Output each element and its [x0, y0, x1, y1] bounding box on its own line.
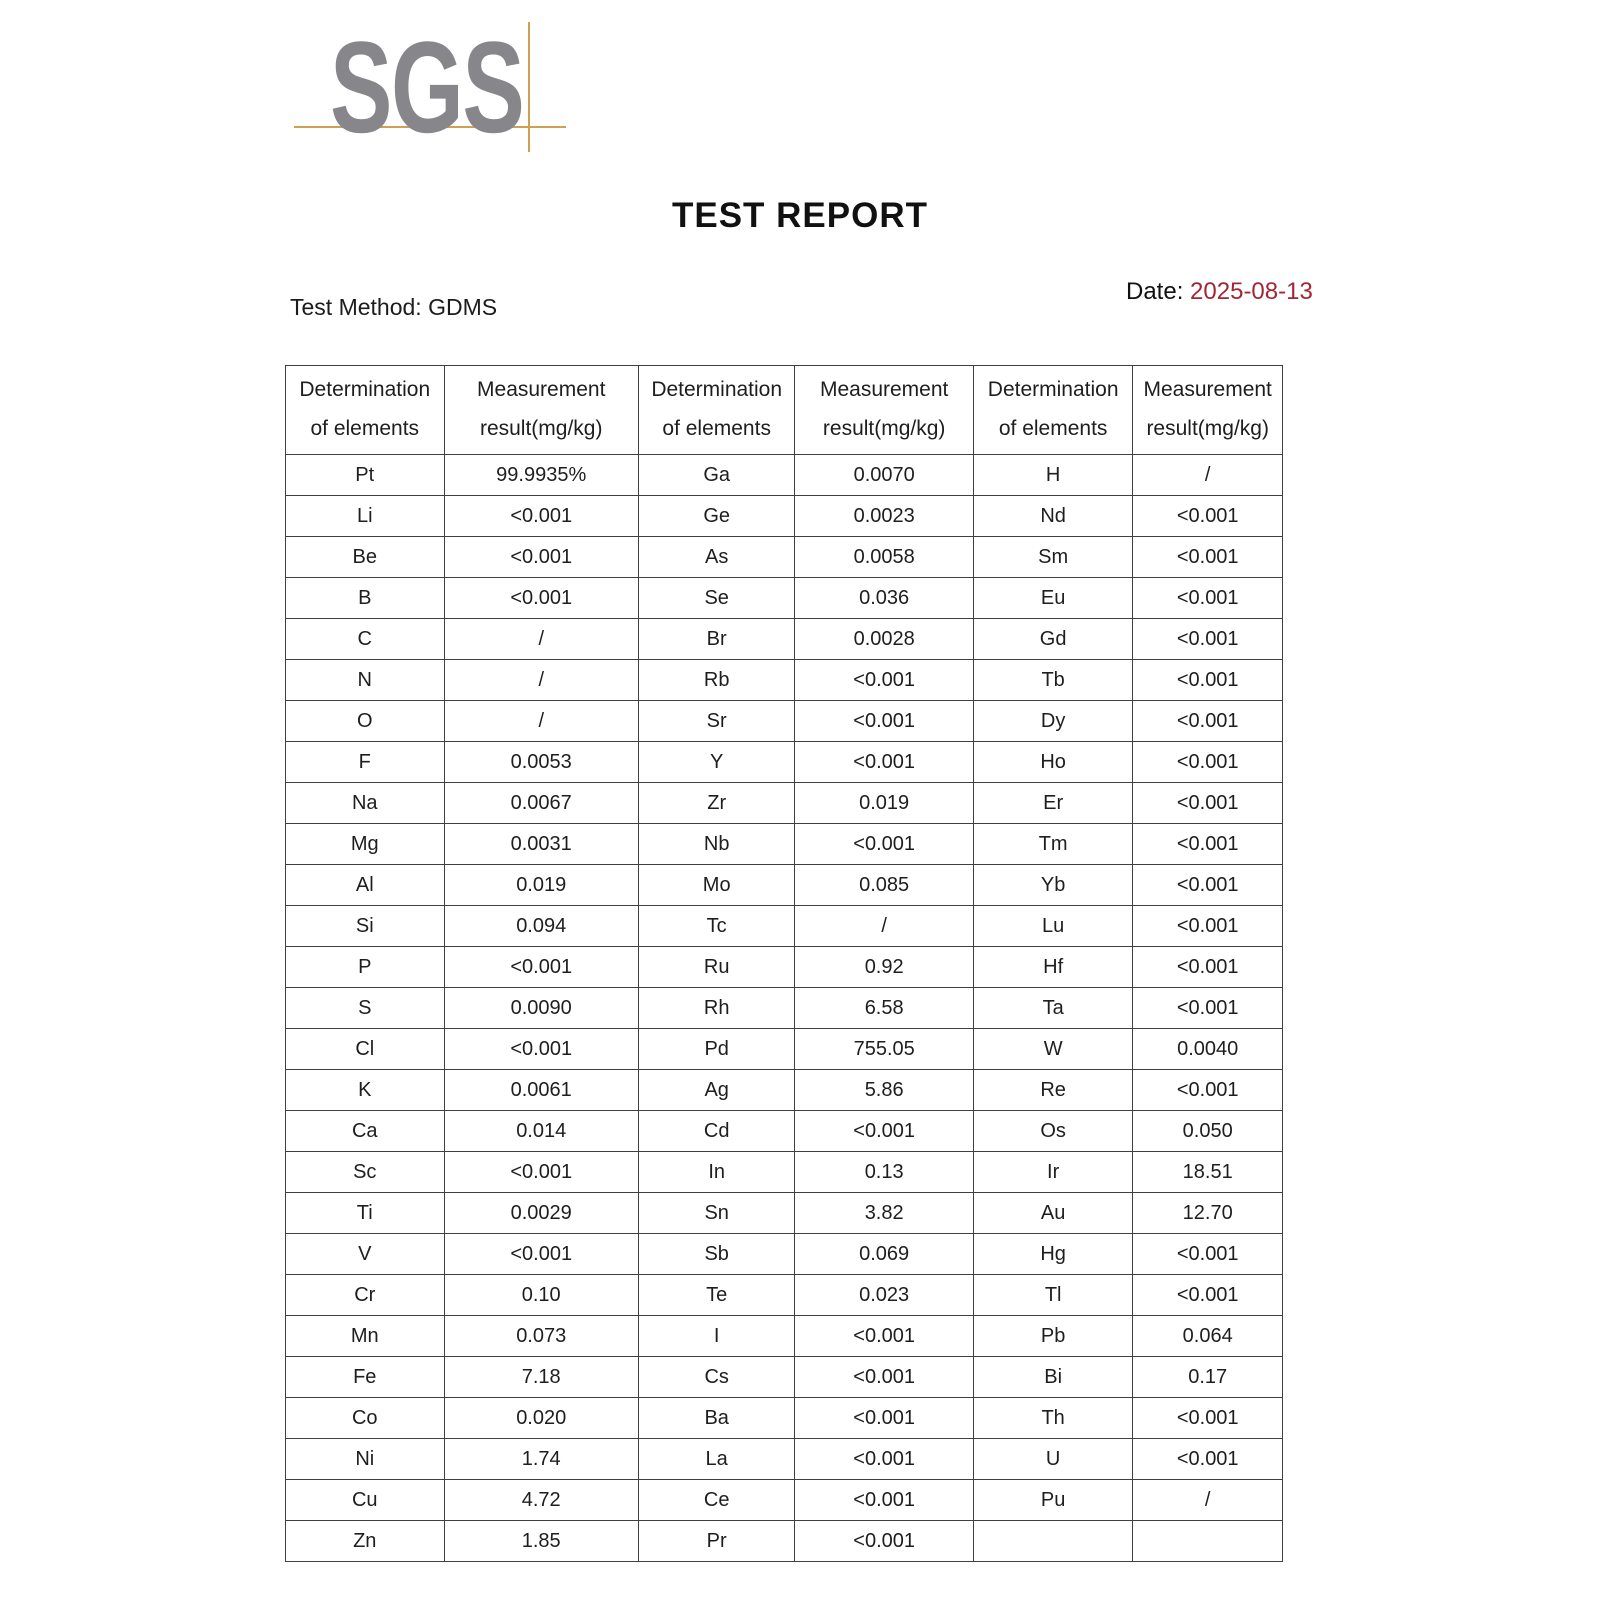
measurement-value: 4.72: [444, 1480, 638, 1521]
table-row: [286, 1234, 1283, 1275]
element-symbol: Te: [638, 1275, 795, 1316]
measurement-value: 0.069: [795, 1234, 973, 1275]
measurement-value: 0.085: [795, 865, 973, 906]
element-symbol: V: [286, 1234, 445, 1275]
element-symbol: I: [638, 1316, 795, 1357]
date-line: [1126, 278, 1313, 306]
element-symbol: Li: [286, 496, 445, 537]
header-measurement-1: Measurement result(mg/kg): [444, 366, 638, 455]
table-row: [286, 1521, 1283, 1562]
element-symbol: Si: [286, 906, 445, 947]
measurement-value: 1.85: [444, 1521, 638, 1562]
table-row: [286, 1439, 1283, 1480]
measurement-value: 0.0070: [795, 455, 973, 496]
measurement-value: 755.05: [795, 1029, 973, 1070]
element-symbol: Sc: [286, 1152, 445, 1193]
element-symbol: Gd: [973, 619, 1133, 660]
measurement-value: <0.001: [795, 742, 973, 783]
table-row: [286, 783, 1283, 824]
element-symbol: Fe: [286, 1357, 445, 1398]
measurement-value: <0.001: [444, 947, 638, 988]
element-symbol: Y: [638, 742, 795, 783]
measurement-value: <0.001: [444, 1234, 638, 1275]
measurement-value: 7.18: [444, 1357, 638, 1398]
measurement-value: 0.073: [444, 1316, 638, 1357]
element-symbol: Ce: [638, 1480, 795, 1521]
measurement-value: 0.019: [795, 783, 973, 824]
element-symbol: H: [973, 455, 1133, 496]
element-symbol: Ir: [973, 1152, 1133, 1193]
element-symbol: Pr: [638, 1521, 795, 1562]
measurement-value: <0.001: [1133, 947, 1283, 988]
measurement-value: 0.0058: [795, 537, 973, 578]
element-symbol: Ta: [973, 988, 1133, 1029]
element-symbol: P: [286, 947, 445, 988]
element-symbol: Ba: [638, 1398, 795, 1439]
measurement-value: <0.001: [1133, 1439, 1283, 1480]
element-symbol: [973, 1521, 1133, 1562]
measurement-value: 0.023: [795, 1275, 973, 1316]
results-table: [285, 365, 1283, 1562]
element-symbol: Al: [286, 865, 445, 906]
table-row: [286, 947, 1283, 988]
measurement-value: 0.036: [795, 578, 973, 619]
measurement-value: <0.001: [1133, 619, 1283, 660]
measurement-value: <0.001: [795, 1398, 973, 1439]
element-symbol: W: [973, 1029, 1133, 1070]
measurement-value: <0.001: [795, 1480, 973, 1521]
measurement-value: <0.001: [1133, 742, 1283, 783]
element-symbol: Hf: [973, 947, 1133, 988]
element-symbol: Nd: [973, 496, 1133, 537]
element-symbol: Cu: [286, 1480, 445, 1521]
element-symbol: B: [286, 578, 445, 619]
measurement-value: <0.001: [1133, 701, 1283, 742]
sgs-logo: [294, 14, 594, 164]
measurement-value: <0.001: [1133, 537, 1283, 578]
measurement-value: <0.001: [1133, 824, 1283, 865]
measurement-value: <0.001: [1133, 988, 1283, 1029]
table-row: [286, 1111, 1283, 1152]
element-symbol: Pb: [973, 1316, 1133, 1357]
measurement-value: <0.001: [1133, 496, 1283, 537]
measurement-value: 0.0067: [444, 783, 638, 824]
element-symbol: Mo: [638, 865, 795, 906]
measurement-value: 0.020: [444, 1398, 638, 1439]
table-row: [286, 1070, 1283, 1111]
element-symbol: Ca: [286, 1111, 445, 1152]
measurement-value: 0.050: [1133, 1111, 1283, 1152]
header-determination-2: Determination of elements: [638, 366, 795, 455]
measurement-value: 0.0061: [444, 1070, 638, 1111]
measurement-value: 99.9935%: [444, 455, 638, 496]
measurement-value: /: [444, 701, 638, 742]
element-symbol: Be: [286, 537, 445, 578]
logo-crosshair-vertical-line: [528, 22, 530, 152]
test-method-label: Test Method: GDMS: [290, 294, 498, 320]
table-row: [286, 1316, 1283, 1357]
table-row: [286, 537, 1283, 578]
element-symbol: Sn: [638, 1193, 795, 1234]
measurement-value: <0.001: [795, 1316, 973, 1357]
element-symbol: Sb: [638, 1234, 795, 1275]
measurement-value: [1133, 1521, 1283, 1562]
measurement-value: <0.001: [1133, 1398, 1283, 1439]
measurement-value: <0.001: [1133, 865, 1283, 906]
measurement-value: 0.094: [444, 906, 638, 947]
element-symbol: As: [638, 537, 795, 578]
element-symbol: Yb: [973, 865, 1133, 906]
measurement-value: <0.001: [1133, 1070, 1283, 1111]
measurement-value: 0.0040: [1133, 1029, 1283, 1070]
table-row: [286, 455, 1283, 496]
measurement-value: /: [1133, 455, 1283, 496]
measurement-value: <0.001: [444, 1029, 638, 1070]
measurement-value: /: [444, 660, 638, 701]
measurement-value: /: [795, 906, 973, 947]
measurement-value: 0.064: [1133, 1316, 1283, 1357]
element-symbol: Ru: [638, 947, 795, 988]
table-row: [286, 906, 1283, 947]
measurement-value: <0.001: [1133, 660, 1283, 701]
element-symbol: Cs: [638, 1357, 795, 1398]
measurement-value: <0.001: [795, 660, 973, 701]
table-row: [286, 619, 1283, 660]
element-symbol: Rb: [638, 660, 795, 701]
measurement-value: 0.0053: [444, 742, 638, 783]
measurement-value: 0.0031: [444, 824, 638, 865]
measurement-value: 0.0028: [795, 619, 973, 660]
element-symbol: Ho: [973, 742, 1133, 783]
measurement-value: 0.0090: [444, 988, 638, 1029]
element-symbol: Ge: [638, 496, 795, 537]
table-row: [286, 824, 1283, 865]
measurement-value: <0.001: [444, 1152, 638, 1193]
element-symbol: Zn: [286, 1521, 445, 1562]
element-symbol: U: [973, 1439, 1133, 1480]
measurement-value: /: [1133, 1480, 1283, 1521]
table-row: [286, 1152, 1283, 1193]
element-symbol: Eu: [973, 578, 1133, 619]
element-symbol: Re: [973, 1070, 1133, 1111]
element-symbol: Ti: [286, 1193, 445, 1234]
page-title: TEST REPORT: [671, 196, 929, 235]
measurement-value: 0.0023: [795, 496, 973, 537]
measurement-value: <0.001: [795, 1357, 973, 1398]
measurement-value: <0.001: [444, 578, 638, 619]
measurement-value: /: [444, 619, 638, 660]
measurement-value: <0.001: [1133, 1234, 1283, 1275]
element-symbol: Co: [286, 1398, 445, 1439]
measurement-value: 3.82: [795, 1193, 973, 1234]
element-symbol: Mn: [286, 1316, 445, 1357]
element-symbol: Th: [973, 1398, 1133, 1439]
element-symbol: N: [286, 660, 445, 701]
element-symbol: Zr: [638, 783, 795, 824]
measurement-value: 0.17: [1133, 1357, 1283, 1398]
measurement-value: <0.001: [1133, 783, 1283, 824]
element-symbol: Au: [973, 1193, 1133, 1234]
element-symbol: Br: [638, 619, 795, 660]
sgs-logo-text: SGS: [330, 14, 524, 160]
element-symbol: La: [638, 1439, 795, 1480]
measurement-value: 0.0029: [444, 1193, 638, 1234]
table-row: [286, 1480, 1283, 1521]
element-symbol: Tc: [638, 906, 795, 947]
table-row: [286, 496, 1283, 537]
table-header-row: [286, 366, 1283, 455]
measurement-value: 5.86: [795, 1070, 973, 1111]
measurement-value: <0.001: [795, 824, 973, 865]
element-symbol: Cd: [638, 1111, 795, 1152]
measurement-value: 0.13: [795, 1152, 973, 1193]
table-row: [286, 742, 1283, 783]
element-symbol: Mg: [286, 824, 445, 865]
element-symbol: Bi: [973, 1357, 1133, 1398]
element-symbol: Os: [973, 1111, 1133, 1152]
measurement-value: <0.001: [795, 701, 973, 742]
measurement-value: 0.014: [444, 1111, 638, 1152]
measurement-value: <0.001: [444, 496, 638, 537]
measurement-value: 6.58: [795, 988, 973, 1029]
header-determination-3: Determination of elements: [973, 366, 1133, 455]
element-symbol: Na: [286, 783, 445, 824]
element-symbol: Lu: [973, 906, 1133, 947]
element-symbol: Ni: [286, 1439, 445, 1480]
table-row: [286, 701, 1283, 742]
table-row: [286, 660, 1283, 701]
measurement-value: <0.001: [1133, 578, 1283, 619]
measurement-value: <0.001: [795, 1111, 973, 1152]
measurement-value: <0.001: [795, 1521, 973, 1562]
table-row: [286, 1357, 1283, 1398]
element-symbol: Rh: [638, 988, 795, 1029]
measurement-value: 12.70: [1133, 1193, 1283, 1234]
table-row: [286, 865, 1283, 906]
measurement-value: <0.001: [1133, 1275, 1283, 1316]
element-symbol: Pd: [638, 1029, 795, 1070]
element-symbol: F: [286, 742, 445, 783]
element-symbol: Se: [638, 578, 795, 619]
header-measurement-2: Measurement result(mg/kg): [795, 366, 973, 455]
measurement-value: <0.001: [795, 1439, 973, 1480]
measurement-value: 18.51: [1133, 1152, 1283, 1193]
measurement-value: <0.001: [444, 537, 638, 578]
table-row: [286, 1029, 1283, 1070]
element-symbol: Hg: [973, 1234, 1133, 1275]
element-symbol: Tl: [973, 1275, 1133, 1316]
header-determination-1: Determination of elements: [286, 366, 445, 455]
element-symbol: Pu: [973, 1480, 1133, 1521]
element-symbol: C: [286, 619, 445, 660]
element-symbol: Nb: [638, 824, 795, 865]
measurement-value: 0.92: [795, 947, 973, 988]
element-symbol: Er: [973, 783, 1133, 824]
element-symbol: K: [286, 1070, 445, 1111]
element-symbol: Tb: [973, 660, 1133, 701]
measurement-value: 0.10: [444, 1275, 638, 1316]
element-symbol: Cr: [286, 1275, 445, 1316]
element-symbol: Cl: [286, 1029, 445, 1070]
measurement-value: 0.019: [444, 865, 638, 906]
date-value: 2025-08-13: [1190, 278, 1313, 305]
measurement-value: <0.001: [1133, 906, 1283, 947]
element-symbol: Tm: [973, 824, 1133, 865]
element-symbol: Ag: [638, 1070, 795, 1111]
element-symbol: Dy: [973, 701, 1133, 742]
element-symbol: Pt: [286, 455, 445, 496]
element-symbol: S: [286, 988, 445, 1029]
element-symbol: Sm: [973, 537, 1133, 578]
table-row: [286, 1398, 1283, 1439]
date-label: Date:: [1126, 278, 1184, 305]
element-symbol: In: [638, 1152, 795, 1193]
measurement-value: 1.74: [444, 1439, 638, 1480]
table-row: [286, 1275, 1283, 1316]
table-row: [286, 988, 1283, 1029]
table-row: [286, 578, 1283, 619]
table-row: [286, 1193, 1283, 1234]
element-symbol: Sr: [638, 701, 795, 742]
element-symbol: O: [286, 701, 445, 742]
element-symbol: Ga: [638, 455, 795, 496]
header-measurement-3: Measurement result(mg/kg): [1133, 366, 1283, 455]
